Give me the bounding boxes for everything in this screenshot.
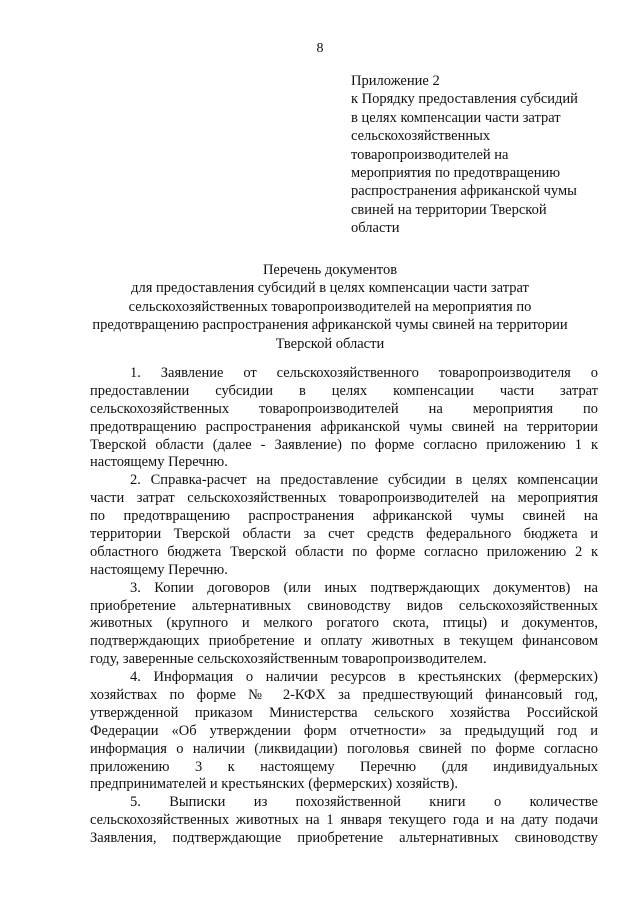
paragraph-line: 4. Информация о наличии ресурсов в крестьянских (фермерских): [130, 669, 598, 686]
appendix-line: товаропроизводителей на: [351, 146, 509, 163]
paragraph-line: 3. Копии договоров (или иных подтверждающих документов) на: [130, 579, 598, 596]
paragraph-line: животных (крупного и мелкого рогатого скота, птицы) и документов,: [90, 615, 598, 632]
paragraph-line: подтверждающих приобретение и оплату животных в текущем финансовом: [90, 633, 598, 650]
list-item-2: [90, 472, 598, 579]
paragraph-line: настоящему Перечню.: [90, 454, 228, 471]
document-body: [90, 365, 598, 848]
appendix-header: [351, 72, 613, 238]
title-line: сельскохозяйственных товаропроизводителей на мероприятия по: [128, 298, 532, 315]
paragraph-line: году, заверенные сельскохозяйственным товаропроизводителем.: [90, 651, 487, 668]
paragraph-line: части затрат сельскохозяйственных товаропроизводителей на мероприятия: [90, 490, 598, 507]
paragraph-line: 2. Справка-расчет на предоставление субсидии в целях компенсации: [130, 472, 598, 489]
appendix-line: сельскохозяйственных: [351, 128, 491, 145]
list-item-3: [90, 580, 598, 669]
document-title: [60, 261, 600, 353]
paragraph-line: информация о наличии (ликвидации) поголовья свиней по форме согласно: [90, 740, 598, 757]
paragraph-line: 1. Заявление от сельскохозяйственного товаропроизводителя о: [130, 365, 598, 381]
paragraph-line: 5. Выписки из похозяйственной книги о количестве: [130, 794, 598, 811]
paragraph-line: Федерации «Об утверждении форм отчетности» за предыдущий год и: [90, 722, 598, 739]
paragraph-line: сельскохозяйственных животных на 1 января текущего года и на дату подачи: [90, 812, 598, 829]
paragraph-line: Тверской области (далее - Заявление) по форме согласно приложению 1 к: [90, 436, 598, 453]
list-item-1: [90, 365, 598, 472]
paragraph-line: приложению 3 к настоящему Перечню (для индивидуальных: [90, 758, 598, 775]
paragraph-line: утвержденной приказом Министерства сельского хозяйства Российской: [90, 704, 598, 721]
paragraph-line: по предотвращению распространения африканской чумы свиней на: [90, 508, 598, 525]
appendix-line: в целях компенсации части затрат: [351, 109, 561, 126]
list-item-5: [90, 794, 598, 848]
appendix-line: области: [351, 220, 400, 237]
paragraph-line: настоящему Перечню.: [90, 561, 228, 578]
paragraph-line: хозяйствах по форме № 2-КФХ за предшествующий финансовый год,: [90, 687, 598, 704]
list-item-4: [90, 669, 598, 794]
paragraph-line: Заявления, подтверждающие приобретение альтернативных свиноводству: [90, 830, 598, 847]
paragraph-line: предотвращению распространения африканской чумы свиней на территории: [90, 418, 598, 435]
paragraph-line: областного бюджета Тверской области по форме согласно приложению 2 к: [90, 543, 598, 560]
appendix-line: мероприятия по предотвращению: [351, 165, 561, 182]
appendix-line: свиней на территории Тверской: [351, 201, 547, 218]
paragraph-line: сельскохозяйственных товаропроизводителей на мероприятия по: [90, 400, 598, 417]
paragraph-line: предоставлении субсидии в целях компенсации части затрат: [90, 382, 598, 399]
title-line: предотвращению распространения африканской чумы свиней на территории: [92, 317, 568, 334]
title-line: Тверской области: [275, 335, 385, 352]
page-number: 8: [316, 41, 324, 56]
title-line: для предоставления субсидий в целях компенсации части затрат: [131, 280, 529, 297]
appendix-line: Приложение 2: [351, 73, 440, 89]
appendix-line: распространения африканской чумы: [351, 183, 577, 200]
appendix-line: к Порядку предоставления субсидий: [351, 91, 578, 108]
paragraph-line: территории Тверской области за счет средств федерального бюджета и: [90, 526, 598, 543]
title-line: Перечень документов: [262, 262, 398, 278]
paragraph-line: приобретение альтернативных свиноводству видов сельскохозяйственных: [90, 597, 598, 614]
paragraph-line: предпринимателей и крестьянских (фермерских) хозяйств).: [90, 776, 458, 793]
